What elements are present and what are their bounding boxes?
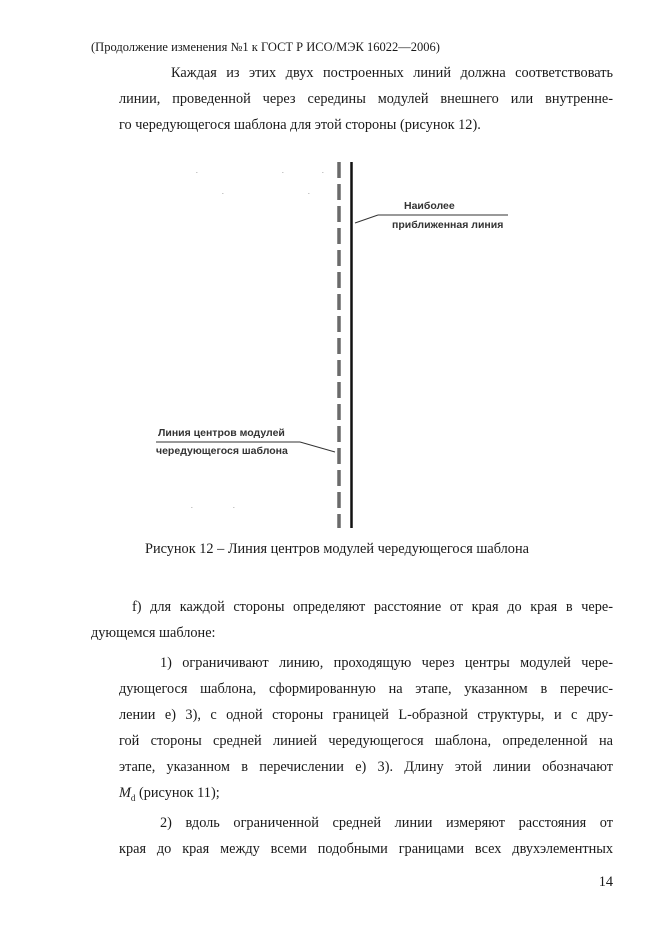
section-f-line-2: дующемся шаблоне: — [91, 625, 216, 641]
item1-line-3: лении е) 3), с одной стороны границей L-образной структуры, и с дру- — [119, 707, 613, 723]
figure-12 — [150, 160, 530, 532]
item1-line-6 — [119, 780, 220, 811]
symbol-md-subscript: d — [130, 792, 136, 803]
label-best-fit-2: приближенная линия — [392, 219, 504, 231]
item1-line-5: этапе, указанном в перечислении е) 3). Длину этой линии обозначают — [119, 759, 613, 775]
intro-line-1: Каждая из этих двух построенных линий должна соответствовать — [171, 65, 613, 81]
item2-line-1: 2) вдоль ограниченной средней линии измеряют расстояния от — [160, 815, 613, 831]
running-header: (Продолжение изменения №1 к ГОСТ Р ИСО/МЭК 16022—2006) — [91, 40, 440, 54]
label-best-fit-1: Наиболее — [404, 200, 455, 212]
figure-12-drawing — [150, 160, 530, 532]
item1-line-4: гой стороны средней линией чередующегося шаблона, определенной на — [119, 733, 613, 749]
item1-line-2: дующегося шаблона, сформированную на этапе, указанном в перечис- — [119, 681, 613, 697]
item1-line-1: 1) ограничивают линию, проходящую через центры модулей чере- — [160, 655, 613, 671]
item2-line-2: края до края между всеми подобными границами всех двухэлементных — [119, 841, 613, 857]
intro-line-2: линии, проведенной через середины модулей внешнего или внутренне- — [119, 91, 613, 107]
page-number: 14 — [598, 874, 613, 890]
intro-line-3: го чередующегося шаблона для этой стороны (рисунок 12). — [119, 117, 481, 133]
symbol-md: M — [119, 785, 131, 801]
label-centers-1: Линия центров модулей — [158, 427, 285, 439]
figure-caption: Рисунок 12 – Линия центров модулей чередующегося шаблона — [145, 541, 529, 557]
section-f-line-1: f) для каждой стороны определяют расстояние от края до края в чере- — [132, 599, 613, 615]
item1-line-6-text: (рисунок 11); — [135, 785, 220, 801]
label-centers-2: чередующегося шаблона — [156, 445, 288, 457]
